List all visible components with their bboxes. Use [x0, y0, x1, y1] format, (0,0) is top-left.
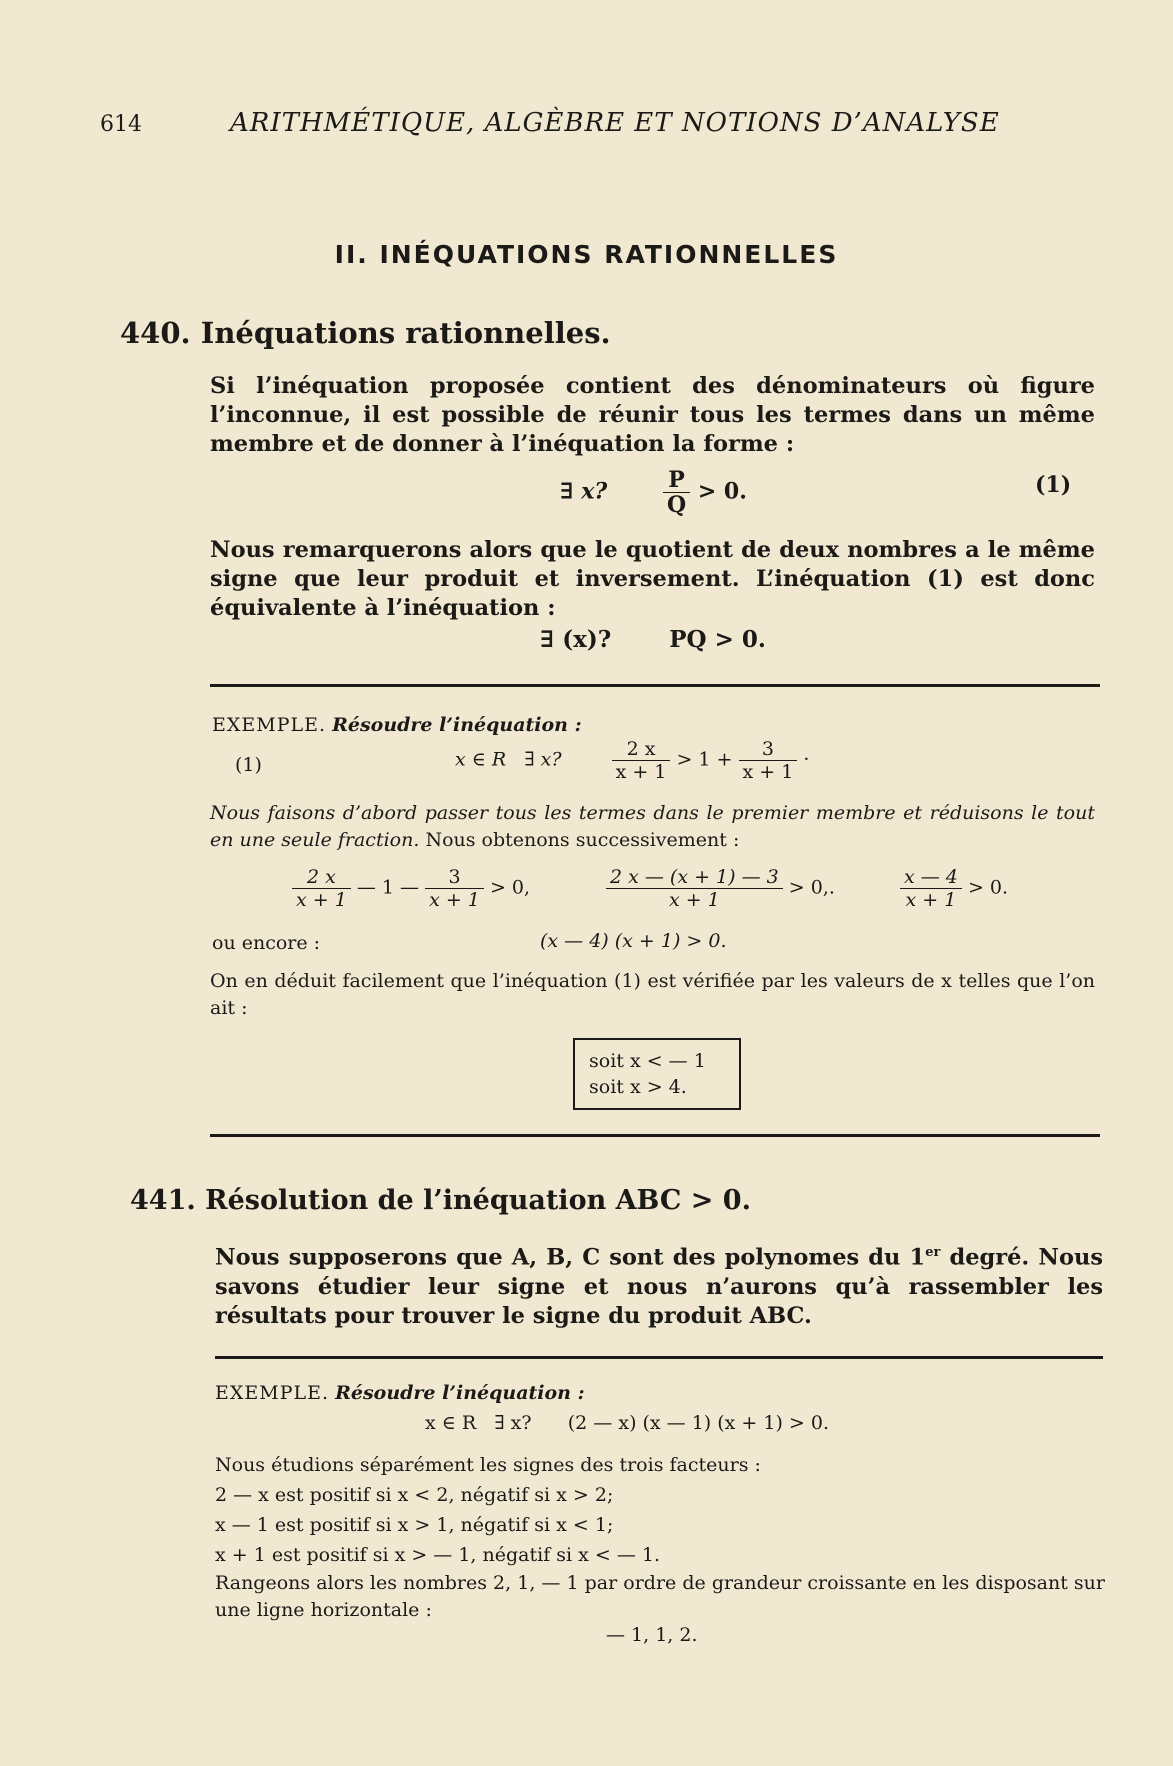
ex1-s2-frac — [606, 866, 783, 911]
ex1-solution-box — [573, 1038, 741, 1110]
ex1-f2-den: x + 1 — [742, 761, 794, 783]
eq1-tag: (1) — [1035, 472, 1072, 498]
ex1-quantifier: x ∈ R ∃ x? — [455, 748, 562, 771]
divider-3 — [215, 1356, 1103, 1359]
example-2-instruction: Résoudre l’inéquation : — [335, 1382, 585, 1404]
equation-2 — [540, 626, 766, 653]
divider-2 — [210, 1134, 1100, 1137]
ex1-end: · — [803, 748, 810, 771]
paragraph-440-2: Nous remarquerons alors que le quotient de deux nombres a le même signe que leur produit et inversement. L’inéquation (1) est donc équivalente à l’inéquation : — [210, 537, 1095, 621]
ex1-s3-end: > 0. — [967, 876, 1009, 899]
example-1-heading — [212, 712, 582, 739]
ex1-s1-den2: x + 1 — [429, 889, 480, 911]
ex2-line-3: x — 1 est positif si x > 1, négatif si x < 1; — [215, 1514, 614, 1536]
heading-441 — [130, 1185, 751, 1216]
ex1-solution-2: soit x > 4. — [589, 1076, 687, 1098]
heading-441-number: 441. — [130, 1185, 196, 1216]
ex1-s1-num: 2 x — [292, 866, 351, 889]
ex2-line-2: 2 — x est positif si x < 2, négatif si x > 2; — [215, 1484, 614, 1506]
example-1-label: EXEMPLE. — [212, 714, 327, 736]
divider-1 — [210, 684, 1100, 687]
ex1-s1-den: x + 1 — [296, 889, 347, 911]
ex1-s2-den: x + 1 — [668, 889, 720, 911]
ex1-f1-num: 2 x — [612, 738, 671, 761]
heading-440-title: Inéquations rationnelles. — [200, 316, 611, 350]
page-number: 614 — [100, 112, 142, 137]
ex1-s1-end: > 0, — [489, 876, 531, 899]
ex1-s3-num: x — 4 — [900, 866, 962, 889]
heading-440 — [120, 316, 611, 350]
ex1-step-2 — [606, 866, 835, 911]
example-1-tag: (1) — [235, 754, 262, 776]
ex1-s1-frac-1 — [292, 866, 351, 911]
ex1-s1-mid: — 1 — — [356, 876, 420, 899]
example-2-heading — [215, 1380, 585, 1407]
ex1-s3-frac — [900, 866, 962, 911]
eq1-denominator: Q — [666, 492, 687, 518]
ex1-product: (x — 4) (x + 1) > 0. — [540, 930, 727, 952]
ex1-s1-num2: 3 — [425, 866, 484, 889]
ex1-s1-frac-2 — [425, 866, 484, 911]
paragraph-440-1: Si l’inéquation proposée contient des dénominateurs où figure l’inconnue, il est possible de réunir tous les termes dans un même membre et de donner à l’inéquation la forme : — [210, 373, 1095, 457]
example-2-label: EXEMPLE. — [215, 1382, 330, 1404]
ex1-step-1 — [292, 866, 530, 911]
heading-440-number: 440. — [120, 316, 191, 350]
ex1-fraction-2 — [739, 738, 798, 783]
ex2-line-4: x + 1 est positif si x > — 1, négatif si x < — 1. — [215, 1544, 661, 1566]
example-1-text-1 — [210, 800, 1095, 854]
example-2-equation: x ∈ R ∃ x? (2 — x) (x — 1) (x + 1) > 0. — [425, 1412, 830, 1434]
p441-sup: er — [925, 1245, 941, 1260]
example-1-equation — [455, 738, 875, 783]
ex1-s2-end: > 0,. — [788, 876, 835, 899]
ex2-line-5: Rangeons alors les nombres 2, 1, — 1 par ordre de grandeur croissante en les disposant sur une ligne horizontale : — [215, 1572, 1105, 1621]
equation-1 — [560, 468, 747, 517]
ex1-text1-italic: Nous faisons d’abord passer tous les termes dans le premier membre et réduisons le tout en une seule fraction. — [210, 802, 1095, 851]
eq1-fraction — [663, 468, 690, 517]
running-title: ARITHMÉTIQUE, ALGÈBRE ET NOTIONS D’ANALYSE — [230, 108, 1000, 138]
heading-441-title: Résolution de l’inéquation ABC > 0. — [205, 1185, 751, 1216]
ex1-step-3 — [900, 866, 1008, 911]
eq2-rhs: PQ > 0. — [669, 626, 766, 653]
ex1-solution-1: soit x < — 1 — [589, 1050, 706, 1072]
p441-b: degré. Nous savons étudier leur signe et nous n’aurons qu’à rassembler les résultats pour trouver le signe du produit ABC. — [215, 1244, 1103, 1329]
eq1-lhs: ∃ x? — [560, 478, 608, 505]
ex2-line-6: — 1, 1, 2. — [606, 1624, 698, 1646]
eq1-numerator: P — [663, 468, 690, 493]
example-2-body — [215, 1450, 1105, 1624]
ex1-f2-num: 3 — [739, 738, 798, 761]
section-title: II. INÉQUATIONS RATIONNELLES — [334, 240, 839, 269]
p441-a: Nous supposerons que A, B, C sont des polynomes du 1 — [215, 1244, 926, 1271]
eq1-rhs: > 0. — [697, 478, 747, 505]
ex1-s3-den: x + 1 — [905, 889, 957, 911]
ex1-text-2: On en déduit facilement que l’inéquation (1) est vérifiée par les valeurs de x telles que l’on ait : — [210, 970, 1095, 1019]
ex1-f1-den: x + 1 — [615, 761, 667, 783]
ex1-mid: > 1 + — [676, 748, 733, 771]
ex1-fraction-1 — [612, 738, 671, 783]
ex1-ou-encore: ou encore : — [212, 932, 321, 954]
paragraph-441 — [215, 1238, 1103, 1331]
example-1-instruction: Résoudre l’inéquation : — [332, 714, 582, 736]
ex1-s2-num: 2 x — (x + 1) — 3 — [606, 866, 783, 889]
ex1-text1: Nous obtenons successivement : — [425, 829, 740, 851]
eq2-lhs: ∃ (x)? — [540, 626, 612, 653]
ex2-line-1: Nous étudions séparément les signes des trois facteurs : — [215, 1454, 761, 1476]
